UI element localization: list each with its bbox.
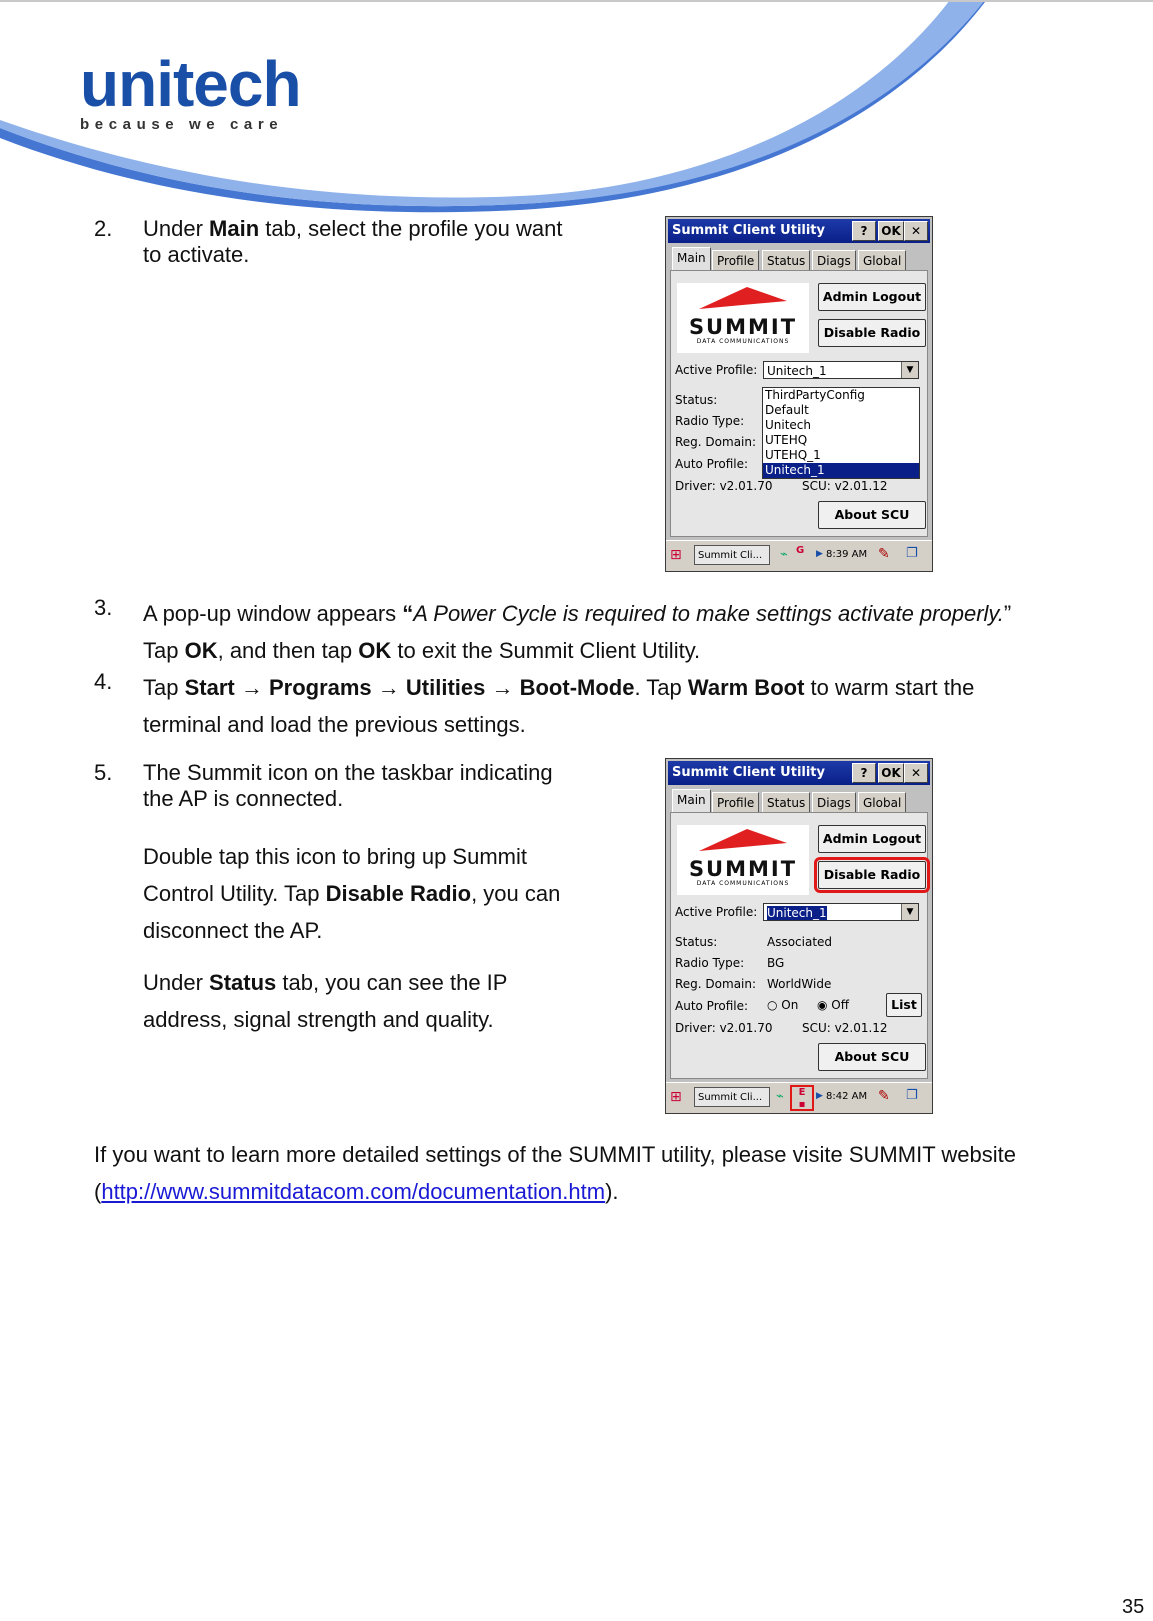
text: Tap: [143, 638, 185, 663]
pen-icon[interactable]: ✎: [878, 1088, 890, 1104]
list-item-selected[interactable]: Unitech_1: [763, 463, 919, 478]
tab-global[interactable]: Global: [858, 792, 906, 813]
summit-client-utility-screenshot-2: [665, 758, 933, 1114]
tab-status[interactable]: Status: [762, 792, 810, 813]
reg-domain-value: WorldWide: [767, 977, 832, 991]
taskbar-summit-button[interactable]: Summit Cli...: [694, 1087, 770, 1107]
windows-icon[interactable]: ❐: [906, 546, 918, 561]
close-button[interactable]: ✕: [904, 763, 928, 783]
disable-radio-button[interactable]: Disable Radio: [818, 861, 926, 889]
text: , you can: [471, 881, 561, 906]
summit-logo-text: SUMMIT: [688, 857, 798, 881]
step-text: [143, 760, 623, 812]
tray-arrow-icon[interactable]: ▶: [816, 1091, 823, 1101]
step-5-paragraph-3: [143, 964, 623, 1038]
tab-profile[interactable]: Profile: [712, 250, 759, 271]
active-profile-select[interactable]: [763, 361, 919, 379]
network-icon[interactable]: ⌁: [776, 1089, 784, 1104]
text: to exit the Summit Client Utility.: [391, 638, 701, 663]
reg-domain-label: Reg. Domain:: [675, 977, 757, 991]
status-tab-ref: Status: [209, 970, 277, 995]
auto-profile-label: Auto Profile:: [675, 999, 749, 1013]
summit-logo-subtext: DATA COMMUNICATIONS: [696, 338, 790, 345]
active-profile-value: Unitech_1: [767, 906, 827, 920]
text: Tap: [143, 675, 185, 700]
list-item[interactable]: Unitech: [765, 418, 812, 432]
taskbar-clock: 8:39 AM: [826, 549, 868, 560]
menu-ref: Boot-Mode: [519, 675, 635, 700]
scu-version: SCU: v2.01.12: [802, 1021, 888, 1035]
unitech-logo: [80, 48, 301, 133]
main-panel: [670, 812, 928, 1079]
summit-logo: [677, 825, 809, 895]
radio-off-label: Off: [831, 998, 850, 1012]
windows-start-icon[interactable]: ⊞: [670, 1089, 682, 1105]
summit-tray-icon[interactable]: E ▪: [790, 1085, 814, 1111]
status-label: Status:: [675, 935, 718, 949]
text: Double tap this icon to bring up Summit: [143, 844, 527, 869]
list-button[interactable]: List: [886, 993, 922, 1017]
list-item[interactable]: ThirdPartyConfig: [765, 388, 865, 402]
summit-tray-icon[interactable]: G: [796, 545, 805, 556]
radio-type-label: Radio Type:: [675, 414, 745, 428]
text: A pop-up window appears: [143, 601, 403, 626]
page-header: [0, 0, 1153, 215]
tab-diags[interactable]: Diags: [812, 250, 856, 271]
ok-ref: OK: [358, 638, 392, 663]
text: terminal and load the previous settings.: [143, 712, 526, 737]
summit-logo-text: SUMMIT: [688, 315, 798, 339]
menu-ref: Start: [184, 675, 235, 700]
help-button[interactable]: ?: [852, 763, 876, 783]
admin-logout-button[interactable]: Admin Logout: [818, 283, 926, 311]
text: . Tap: [634, 675, 688, 700]
pen-icon[interactable]: ✎: [878, 546, 890, 562]
disable-radio-ref: Disable Radio: [325, 881, 472, 906]
radio-on-label: On: [781, 998, 799, 1012]
windows-start-icon[interactable]: ⊞: [670, 547, 682, 563]
page-number: 35: [1122, 1596, 1145, 1618]
popup-message: A Power Cycle is required to make settings activate properly.: [413, 601, 1004, 626]
arrow: →: [485, 675, 520, 700]
summit-logo-mark: [677, 825, 809, 855]
text: disconnect the AP.: [143, 918, 323, 943]
text: tab, you can see the IP: [276, 970, 508, 995]
text: Control Utility. Tap: [143, 881, 326, 906]
ok-ref: OK: [184, 638, 218, 663]
window-title: Summit Client Utility: [672, 765, 825, 780]
menu-ref: Utilities: [405, 675, 486, 700]
active-profile-select[interactable]: [763, 903, 919, 921]
tab-diags[interactable]: Diags: [812, 792, 856, 813]
tray-arrow-icon[interactable]: ▶: [816, 549, 823, 559]
step-number: 2.: [94, 216, 113, 241]
ok-button[interactable]: OK: [878, 221, 904, 241]
tab-status[interactable]: Status: [762, 250, 810, 271]
text: Under: [143, 216, 210, 241]
network-icon[interactable]: ⌁: [780, 547, 788, 562]
chevron-down-icon[interactable]: ▼: [901, 362, 918, 378]
summit-client-utility-screenshot-1: [665, 216, 933, 572]
text: “: [402, 601, 414, 626]
tab-main[interactable]: Main: [672, 789, 711, 814]
warm-boot-ref: Warm Boot: [687, 675, 805, 700]
text: ”: [1003, 601, 1012, 626]
radio-type-value: BG: [767, 956, 785, 970]
admin-logout-button[interactable]: Admin Logout: [818, 825, 926, 853]
text: ).: [605, 1179, 619, 1204]
help-button[interactable]: ?: [852, 221, 876, 241]
text: tab, select the profile you want: [259, 216, 563, 241]
step-text: [143, 216, 623, 268]
text: address, signal strength and quality.: [143, 1007, 494, 1032]
disable-radio-button[interactable]: Disable Radio: [818, 319, 926, 347]
list-item[interactable]: UTEHQ: [765, 433, 808, 447]
summit-logo-subtext: DATA COMMUNICATIONS: [696, 880, 790, 887]
ok-button[interactable]: OK: [878, 763, 904, 783]
text: , and then tap: [217, 638, 359, 663]
step-5-paragraph-2: [143, 838, 623, 949]
summit-logo-mark: [677, 283, 809, 313]
reg-domain-label: Reg. Domain:: [675, 435, 757, 449]
text: to warm start the: [804, 675, 975, 700]
brand-tagline: because we care: [80, 116, 284, 133]
more-info-paragraph: [94, 1136, 1149, 1210]
tab-main[interactable]: Main: [672, 247, 711, 272]
profile-dropdown-list: [762, 387, 920, 479]
driver-version: Driver: v2.01.70: [675, 479, 773, 493]
scu-version: SCU: v2.01.12: [802, 479, 888, 493]
arrow: →: [234, 675, 269, 700]
about-scu-button[interactable]: About SCU: [818, 1043, 926, 1071]
text: The Summit icon on the taskbar indicating: [143, 760, 553, 785]
window-titlebar: [668, 219, 930, 243]
chevron-down-icon[interactable]: ▼: [901, 904, 918, 920]
step-number: 5.: [94, 760, 113, 785]
text: If you want to learn more detailed settings of the SUMMIT utility, please visite SUMMIT website: [94, 1142, 1016, 1167]
auto-profile-label: Auto Profile:: [675, 457, 749, 471]
step-number: 4.: [94, 669, 113, 694]
step-text: [143, 669, 1153, 743]
step-number: 3.: [94, 595, 113, 620]
text: to activate.: [143, 242, 250, 267]
active-profile-label: Active Profile:: [675, 905, 758, 919]
list-item[interactable]: Default: [765, 403, 809, 417]
main-tab-ref: Main: [209, 216, 260, 241]
windows-icon[interactable]: ❐: [906, 1088, 918, 1103]
auto-profile-on-radio[interactable]: ○ On: [767, 998, 799, 1012]
about-scu-button[interactable]: About SCU: [818, 501, 926, 529]
text: Under: [143, 970, 210, 995]
driver-version: Driver: v2.01.70: [675, 1021, 773, 1035]
brand-name: unitech: [80, 48, 301, 120]
menu-ref: Programs: [268, 675, 372, 700]
taskbar: [666, 1082, 932, 1113]
active-profile-value: Unitech_1: [767, 364, 827, 378]
active-profile-label: Active Profile:: [675, 363, 758, 377]
close-button[interactable]: ✕: [904, 221, 928, 241]
arrow: →: [371, 675, 406, 700]
status-label: Status:: [675, 393, 718, 407]
taskbar-clock: 8:42 AM: [826, 1091, 868, 1102]
summit-logo: [677, 283, 809, 353]
text: the AP is connected.: [143, 786, 344, 811]
radio-type-label: Radio Type:: [675, 956, 745, 970]
auto-profile-off-radio[interactable]: ◉ Off: [817, 998, 850, 1012]
tab-global[interactable]: Global: [858, 250, 906, 271]
window-titlebar: [668, 761, 930, 785]
text: (: [94, 1179, 102, 1204]
status-value: Associated: [767, 935, 833, 949]
step-text: [143, 595, 1153, 669]
taskbar-summit-button[interactable]: Summit Cli...: [694, 545, 770, 565]
taskbar: [666, 540, 932, 571]
list-item[interactable]: UTEHQ_1: [765, 448, 821, 462]
window-title: Summit Client Utility: [672, 223, 825, 238]
tab-profile[interactable]: Profile: [712, 792, 759, 813]
summit-documentation-link[interactable]: http://www.summitdatacom.com/documentation.htm: [101, 1179, 606, 1204]
